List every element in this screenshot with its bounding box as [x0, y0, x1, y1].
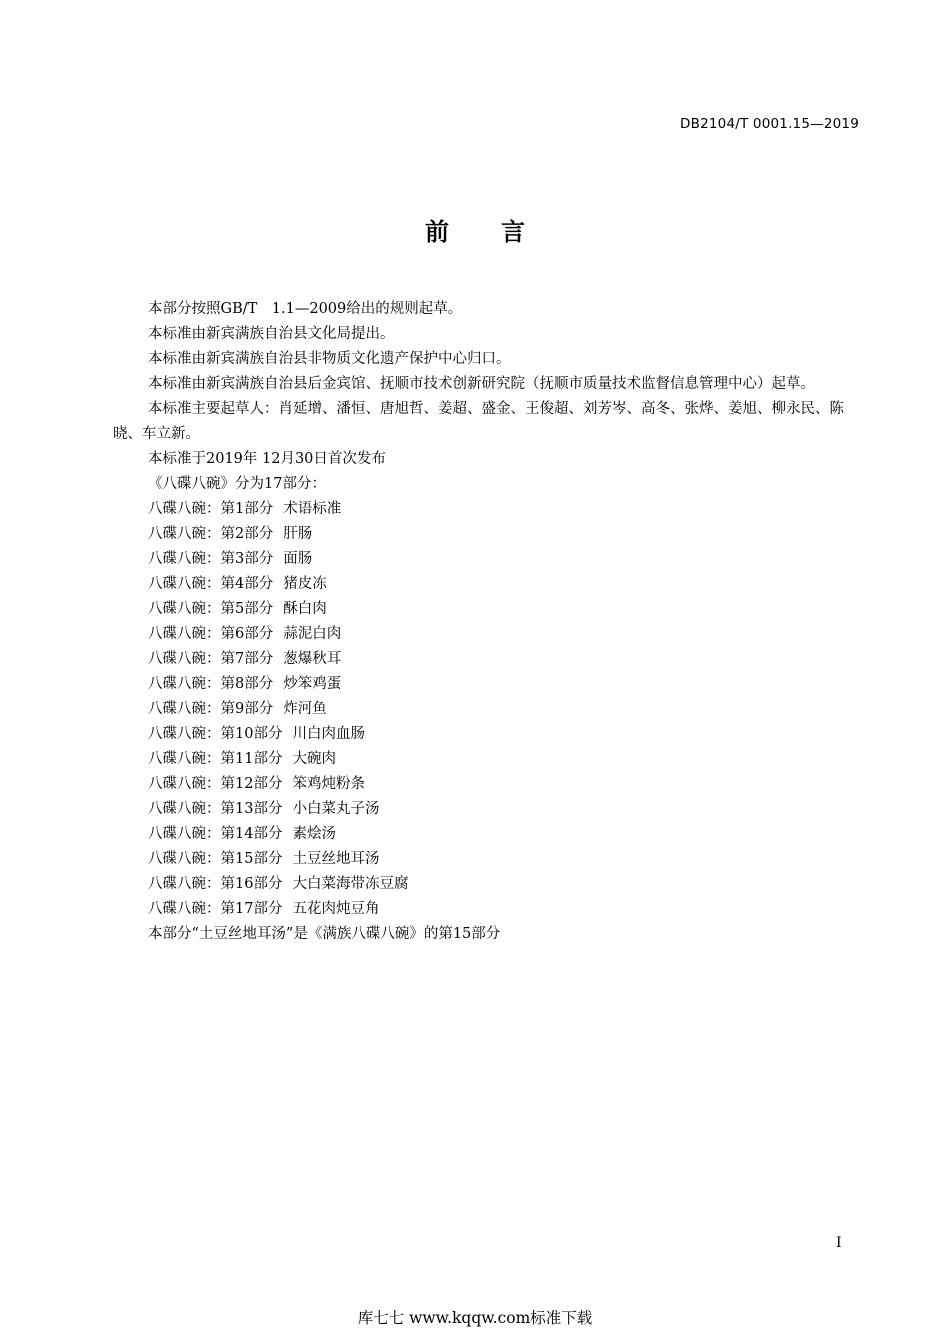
- part-dish: 酥白肉: [283, 601, 327, 617]
- part-label: 八碟八碗：第12部分: [148, 776, 283, 792]
- paragraph-closing: 本部分“土豆丝地耳汤”是《满族八碟八碗》的第15部分: [148, 926, 501, 942]
- page-title: 前言: [425, 218, 577, 246]
- part-dish: 小白菜丸子汤: [292, 801, 380, 817]
- list-item: [113, 572, 865, 597]
- list-item: [113, 797, 865, 822]
- list-item: [113, 547, 865, 572]
- list-item: [113, 497, 865, 522]
- part-dish: 面肠: [283, 551, 313, 567]
- part-label: 八碟八碗：第17部分: [148, 901, 283, 917]
- part-dish: 肝肠: [283, 526, 313, 542]
- list-item: [113, 872, 865, 897]
- part-dish: 素烩汤: [292, 826, 336, 842]
- part-dish: 炒笨鸡蛋: [283, 676, 342, 692]
- part-label: 八碟八碗：第7部分: [148, 651, 274, 667]
- part-label: 八碟八碗：第3部分: [148, 551, 274, 567]
- footer-watermark: 库七七 www.kqqw.com标准下载: [357, 1309, 593, 1327]
- part-dish: 葱爆秋耳: [283, 651, 342, 667]
- list-item: [113, 522, 865, 547]
- list-item: [113, 697, 865, 722]
- part-dish: 术语标准: [283, 501, 342, 517]
- paragraph-proposer: 本标准由新宾满族自治县文化局提出。: [148, 326, 395, 342]
- part-dish: 炸河鱼: [283, 701, 327, 717]
- part-dish: 川白肉血肠: [292, 726, 365, 742]
- part-dish: 笨鸡炖粉条: [292, 776, 365, 792]
- part-label: 八碟八碗：第11部分: [148, 751, 283, 767]
- paragraph-drafting-units: 本标准由新宾满族自治县后金宾馆、抚顺市技术创新研究院（抚顺市质量技术监督信息管理中心）起草。: [148, 376, 815, 392]
- part-label: 八碟八碗：第4部分: [148, 576, 274, 592]
- parts-list: [113, 497, 865, 922]
- part-dish: 五花肉炖豆角: [292, 901, 380, 917]
- list-item: [113, 672, 865, 697]
- part-label: 八碟八碗：第1部分: [148, 501, 274, 517]
- paragraph-parts-intro: 《八碟八碗》分为17部分：: [148, 476, 326, 492]
- foreword-body: [113, 297, 865, 947]
- paragraph-drafters: 本标准主要起草人：肖延增、潘恒、唐旭哲、姜超、盛金、王俊超、刘芳岑、高冬、张烨、姜旭、柳永民、陈晓、车立新。: [113, 401, 844, 442]
- document-code: DB2104/T 0001.15—2019: [680, 116, 859, 132]
- part-dish: 蒜泥白肉: [283, 626, 342, 642]
- part-label: 八碟八碗：第13部分: [148, 801, 283, 817]
- part-label: 八碟八碗：第16部分: [148, 876, 283, 892]
- list-item: [113, 747, 865, 772]
- list-item: [113, 622, 865, 647]
- part-dish: 土豆丝地耳汤: [292, 851, 380, 867]
- list-item: [113, 722, 865, 747]
- part-label: 八碟八碗：第10部分: [148, 726, 283, 742]
- part-dish: 大白菜海带冻豆腐: [292, 876, 409, 892]
- page-number: I: [836, 1235, 842, 1251]
- part-dish: 猪皮冻: [283, 576, 327, 592]
- list-item: [113, 897, 865, 922]
- list-item: [113, 597, 865, 622]
- part-dish: 大碗肉: [292, 751, 336, 767]
- part-label: 八碟八碗：第15部分: [148, 851, 283, 867]
- list-item: [113, 647, 865, 672]
- part-label: 八碟八碗：第9部分: [148, 701, 274, 717]
- part-label: 八碟八碗：第14部分: [148, 826, 283, 842]
- list-item: [113, 847, 865, 872]
- paragraph-release-date: 本标准于2019年 12月30日首次发布: [148, 451, 386, 467]
- list-item: [113, 772, 865, 797]
- paragraph-centralized-unit: 本标准由新宾满族自治县非物质文化遗产保护中心归口。: [148, 351, 511, 367]
- part-label: 八碟八碗：第2部分: [148, 526, 274, 542]
- part-label: 八碟八碗：第8部分: [148, 676, 274, 692]
- paragraph-drafting-rules: 本部分按照GB/T 1.1—2009给出的规则起草。: [148, 301, 463, 317]
- part-label: 八碟八碗：第6部分: [148, 626, 274, 642]
- list-item: [113, 822, 865, 847]
- part-label: 八碟八碗：第5部分: [148, 601, 274, 617]
